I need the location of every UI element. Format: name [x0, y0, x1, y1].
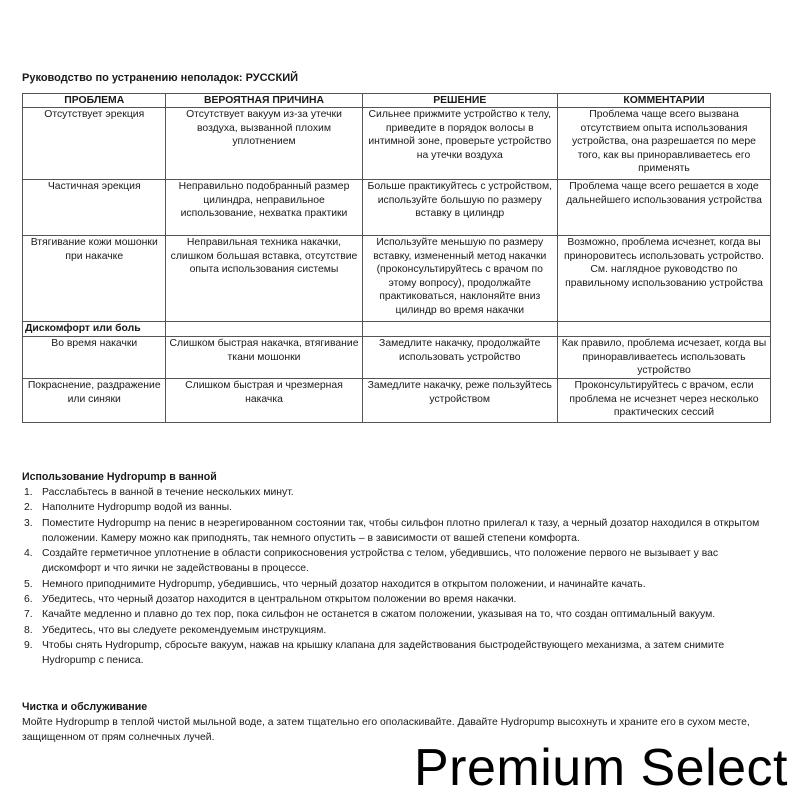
step-text: Наполните Hydropump водой из ванны.	[42, 502, 232, 514]
table-row	[23, 180, 771, 236]
step-text: Немного приподнимите Hydropump, убедившись, что черный дозатор находится в открытом положении, и начинайте качать.	[42, 578, 646, 590]
cell-solution: Замедлите накачку, реже пользуйтесь устройством	[362, 379, 557, 423]
cell-cause: Слишком быстрая и чрезмерная накачка	[166, 379, 362, 423]
cell-solution: Используйте меньшую по размеру вставку, измененный метод накачки (проконсультируйтесь с врачом по этому вопросу), продолжайте практиковаться, наклоняйте вниз цилиндр во время накачки	[362, 236, 557, 322]
step-text: Расслабьтесь в ванной в течение нескольких минут.	[42, 487, 294, 498]
list-item	[22, 638, 778, 669]
list-item	[22, 607, 778, 622]
cell-solution: Замедлите накачку, продолжайте использовать устройство	[362, 337, 557, 379]
group-label: Дискомфорт или боль	[23, 322, 166, 337]
table-header-row	[23, 94, 771, 108]
cell-problem: Во время накачки	[23, 337, 166, 379]
step-text: Поместите Hydropump на пенис в неэрегированном состоянии так, чтобы сильфон плотно прилегал к тазу, а черный дозатор находился в открытом положении. Камеру можно как приподнять, так немного опустить – в зависимости от вашей степени комфорта.	[42, 517, 760, 544]
empty-cell	[166, 322, 362, 337]
step-number: 5.	[24, 578, 33, 590]
table-row	[23, 337, 771, 379]
step-text: Создайте герметичное уплотнение в области соприкосновения устройства с телом, убедившись, что положение первого не вызывает у вас дискомфорт и что яички не задействованы в процессе.	[42, 548, 719, 575]
table-row	[23, 379, 771, 423]
cell-cause: Неправильно подобранный размер цилиндра, неправильное использование, нехватка практики	[166, 180, 362, 236]
step-number: 7.	[24, 609, 33, 621]
step-number: 3.	[24, 517, 33, 529]
cell-solution: Сильнее прижмите устройство к телу, приведите в порядок волосы в интимной зоне, проверьте устройство на утечки воздуха	[362, 108, 557, 180]
header-problem: ПРОБЛЕМА	[23, 94, 166, 108]
list-item	[22, 623, 778, 638]
list-item	[22, 577, 778, 592]
step-text: Чтобы снять Hydropump, сбросьте вакуум, нажав на крышку клапана для задействования быстродействующего механизма, а затем снимите Hydropump с пениса.	[42, 639, 725, 667]
step-number: 9.	[24, 639, 33, 651]
list-item	[22, 516, 778, 547]
step-text: Качайте медленно и плавно до тех пор, пока сильфон не останется в сжатом положении, указывая на то, что создан оптимальный вакуум.	[42, 609, 716, 621]
watermark-text: Premium Select	[414, 739, 788, 797]
empty-cell	[362, 322, 557, 337]
cell-problem: Отсутствует эрекция	[23, 108, 166, 180]
group-row	[23, 322, 771, 337]
step-number: 8.	[24, 624, 33, 636]
list-item	[22, 485, 778, 500]
header-solution: РЕШЕНИЕ	[362, 94, 557, 108]
bath-steps-list	[22, 485, 778, 669]
document-title: Руководство по устранению неполадок: РУССКИЙ	[22, 72, 299, 84]
cell-cause: Слишком быстрая накачка, втягивание ткани мошонки	[166, 337, 362, 379]
step-number: 6.	[24, 594, 33, 606]
cell-problem: Покраснение, раздражение или синяки	[23, 379, 166, 423]
table-row	[23, 236, 771, 322]
care-heading: Чистка и обслуживание	[22, 701, 148, 713]
step-number: 1.	[24, 487, 33, 498]
step-text: Убедитесь, что черный дозатор находится в центральном открытом положении во время накачки.	[42, 594, 517, 606]
step-number: 2.	[24, 502, 33, 514]
list-item	[22, 500, 778, 515]
list-item	[22, 592, 778, 607]
table-row	[23, 108, 771, 180]
cell-problem: Втягивание кожи мошонки при накачке	[23, 236, 166, 322]
troubleshooting-table	[22, 93, 771, 423]
header-cause: ВЕРОЯТНАЯ ПРИЧИНА	[166, 94, 362, 108]
step-number: 4.	[24, 548, 33, 560]
cell-problem: Частичная эрекция	[23, 180, 166, 236]
empty-cell	[558, 322, 771, 337]
list-item	[22, 546, 778, 577]
cell-comment: Проконсультируйтесь с врачом, если проблема не исчезнет через несколько практических сессий	[558, 379, 771, 423]
cell-comment: Проблема чаще всего решается в ходе дальнейшего использования устройства	[558, 180, 771, 236]
cell-cause: Неправильная техника накачки, слишком большая вставка, отсутствие опыта использования системы	[166, 236, 362, 322]
care-text: Мойте Hydropump в теплой чистой мыльной воде, а затем тщательно его ополаскивайте. Давайте Hydropump высохнуть и храните его в сухом месте, защищенном от прям солнечных лучей.	[22, 717, 750, 744]
cell-cause: Отсутствует вакуум из-за утечки воздуха, вызванной плохим уплотнением	[166, 108, 362, 180]
header-comments: КОММЕНТАРИИ	[558, 94, 771, 108]
bath-heading: Использование Hydropump в ванной	[22, 471, 217, 483]
cell-solution: Больше практикуйтесь с устройством, используйте большую по размеру вставку в цилиндр	[362, 180, 557, 236]
cell-comment: Проблема чаще всего вызвана отсутствием опыта использования устройства, она разрешается по мере того, как вы приноравливаетесь его применять	[558, 108, 771, 180]
step-text: Убедитесь, что вы следуете рекомендуемым инструкциям.	[42, 624, 327, 636]
bath-section	[22, 470, 778, 669]
cell-comment: Как правило, проблема исчезает, когда вы приноравливаетесь использовать устройство	[558, 337, 771, 379]
cell-comment: Возможно, проблема исчезнет, когда вы приноровитесь использовать устройство. См. наглядное руководство по правильному использованию устройства	[558, 236, 771, 322]
